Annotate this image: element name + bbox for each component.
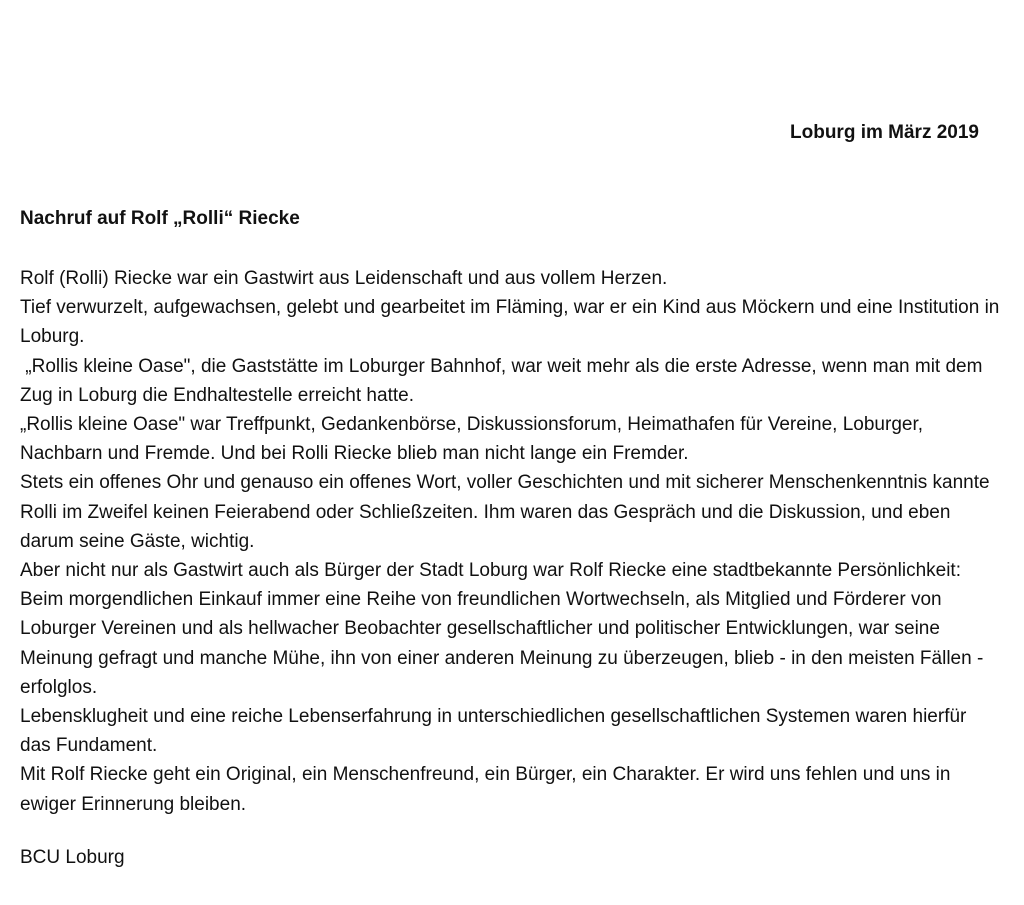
paragraph: Stets ein offenes Ohr und genauso ein offenes Wort, voller Geschichten und mit sicherer Menschenkenntnis kannte Rolli im Zweifel keinen Feierabend oder Schließzeiten. Ihm waren das Gespräch und die Diskussion, und eben darum seine Gäste, wichtig. <box>20 472 990 552</box>
document-title: Nachruf auf Rolf „Rolli“ Riecke <box>20 208 300 229</box>
dateline: Loburg im März 2019 <box>790 122 979 143</box>
paragraph: Rolf (Rolli) Riecke war ein Gastwirt aus Leidenschaft und aus vollem Herzen. <box>20 268 668 289</box>
paragraph: „Rollis kleine Oase" war Treffpunkt, Gedankenbörse, Diskussionsforum, Heimathafen für Vereine, Loburger, Nachbarn und Fremde. Und bei Rolli Riecke blieb man nicht lange ein Fremder. <box>20 414 924 465</box>
paragraph: Lebensklugheit und eine reiche Lebenserfahrung in unterschiedlichen gesellschaftlichen Systemen waren hierfür das Fundament. <box>20 706 967 757</box>
paragraph: Mit Rolf Riecke geht ein Original, ein Menschenfreund, ein Bürger, ein Charakter. Er wird uns fehlen und uns in ewiger Erinnerung bleiben. <box>20 764 951 815</box>
obituary-body <box>20 264 1000 819</box>
paragraph: Tief verwurzelt, aufgewachsen, gelebt und gearbeitet im Fläming, war er ein Kind aus Möckern und eine Institution in Loburg. <box>20 297 1000 348</box>
paragraph: „Rollis kleine Oase", die Gaststätte im Loburger Bahnhof, war weit mehr als die erste Adresse, wenn man mit dem Zug in Loburg die Endhaltestelle erreicht hatte. <box>20 355 988 406</box>
signature: BCU Loburg <box>20 847 125 868</box>
paragraph: Aber nicht nur als Gastwirt auch als Bürger der Stadt Loburg war Rolf Riecke eine stadtbekannte Persönlichkeit: Beim morgendlichen Einkauf immer eine Reihe von freundlichen Wortwechseln, als Mitglied und Förderer von Loburger Vereinen und als hellwacher Beobachter gesellschaftlicher und politischer Entwicklungen, war seine Meinung gefragt und manche Mühe, ihn von einer anderen Meinung zu überzeugen, blieb - in den meisten Fällen - erfolglos. <box>20 560 984 698</box>
